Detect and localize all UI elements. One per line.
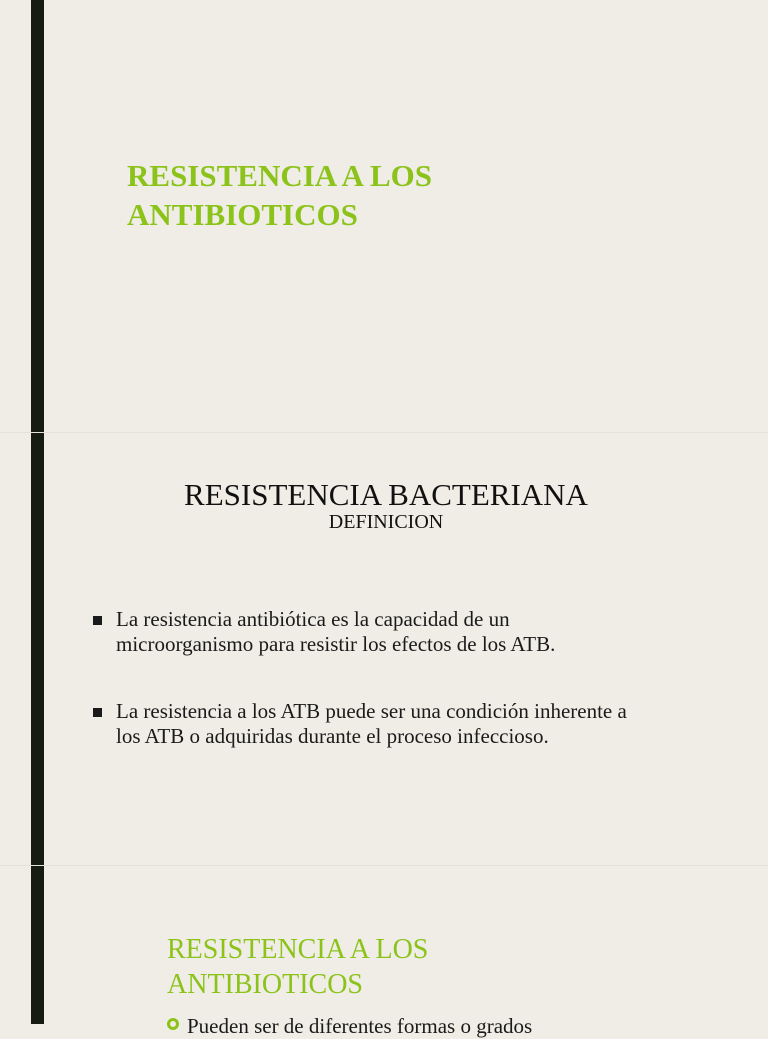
slide-side-bar: [31, 866, 44, 1024]
ring-bullet-icon: [167, 1018, 179, 1030]
bullet-item: [93, 699, 673, 749]
slide-3: [0, 866, 768, 1038]
slide-title-line-1: RESISTENCIA A LOS: [167, 934, 429, 965]
slide-title: RESISTENCIA BACTERIANA: [184, 477, 588, 512]
square-bullet-icon: [93, 616, 102, 625]
bullet-text-line-2: los ATB o adquiridas durante el proceso infeccioso.: [116, 724, 549, 748]
slide-title-line-1: RESISTENCIA A LOS: [127, 158, 432, 193]
slide-title-line-2: ANTIBIOTICOS: [127, 197, 358, 232]
slide-title: [127, 156, 627, 234]
square-bullet-icon: [93, 708, 102, 717]
slide-subtitle: DEFINICION: [328, 511, 444, 533]
slide-title: [167, 932, 667, 1002]
bullet-item: [93, 607, 673, 657]
slide-1: [0, 0, 768, 432]
slide-side-bar: [31, 0, 44, 432]
bullet-text-line-2: microorganismo para resistir los efectos de los ATB.: [116, 632, 556, 656]
bullet-text-line-1: La resistencia antibiótica es la capacidad de un: [116, 607, 510, 631]
bullet-item: [167, 1014, 532, 1039]
bullet-text: Pueden ser de diferentes formas o grados: [187, 1014, 533, 1038]
slide-title-line-2: ANTIBIOTICOS: [167, 969, 363, 1000]
slide-2: [0, 433, 768, 865]
bullet-text: [116, 699, 666, 749]
bullet-text-line-1: La resistencia a los ATB puede ser una condición inherente a: [116, 699, 627, 723]
bullet-text: [116, 607, 666, 657]
